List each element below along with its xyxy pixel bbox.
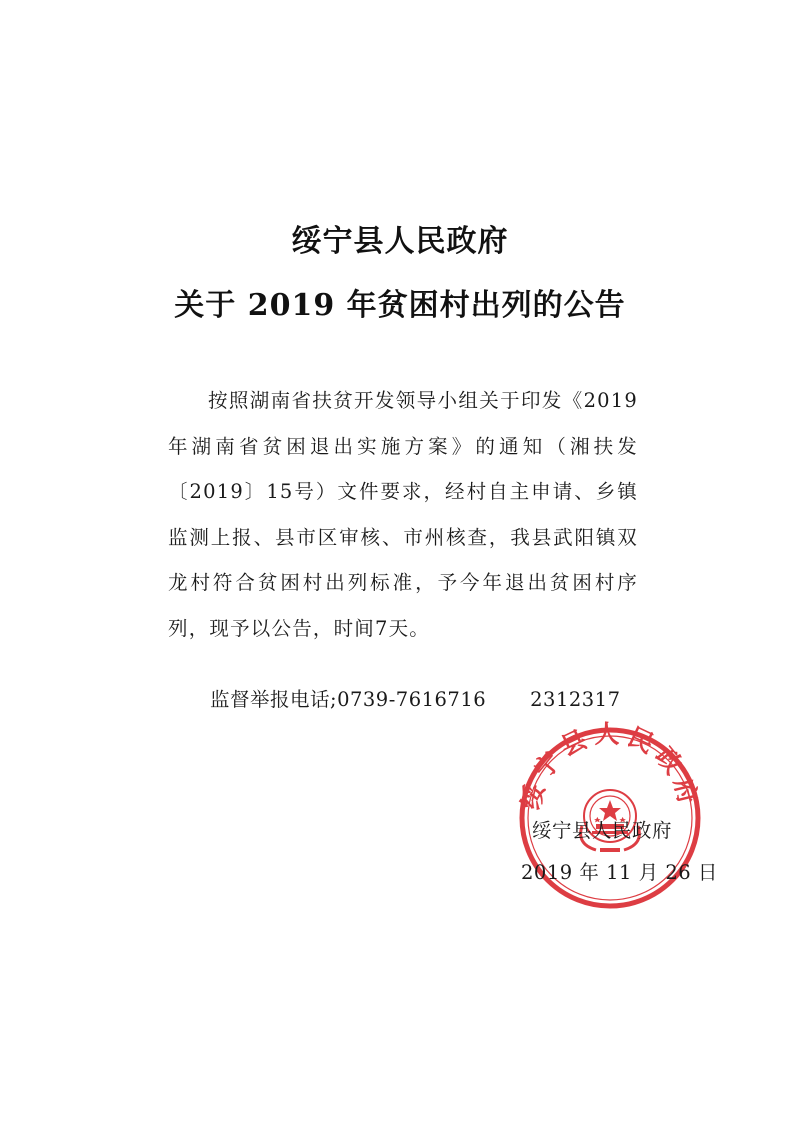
announcement-body: 按照湖南省扶贫开发领导小组关于印发《2019年湖南省贫困退出实施方案》的通知（湘扶发〔2019〕15号）文件要求，经村自主申请、乡镇监测上报、县市区审核、市州核查，我县武阳镇双龙村符合贫困村出列标准，予今年退出贫困村序列，现予以公告，时间7天。: [168, 389, 638, 640]
issuing-authority: 绥宁县人民政府: [532, 819, 673, 842]
date-year: 2019: [521, 861, 573, 884]
date-day-unit: 日: [697, 861, 718, 884]
document-title-issuer: 绥宁县人民政府: [291, 224, 509, 259]
issue-date: [521, 857, 718, 885]
date-month: 11: [606, 861, 632, 884]
hotline-number-2: 2312317: [530, 688, 621, 711]
date-day: 26: [665, 861, 692, 884]
hotline-number-1: 0739-7616716: [337, 688, 487, 711]
date-year-unit: 年: [579, 861, 600, 884]
hotline-label: 监督举报电话;: [210, 688, 338, 711]
svg-text:绥宁县人民政府: [516, 720, 704, 813]
document-title-subject: 关于 2019 年贫困村出列的公告: [174, 288, 626, 323]
date-month-unit: 月: [638, 861, 659, 884]
supervision-hotline: [210, 684, 621, 712]
seal-lettering: 绥宁县人民政府: [515, 719, 705, 813]
